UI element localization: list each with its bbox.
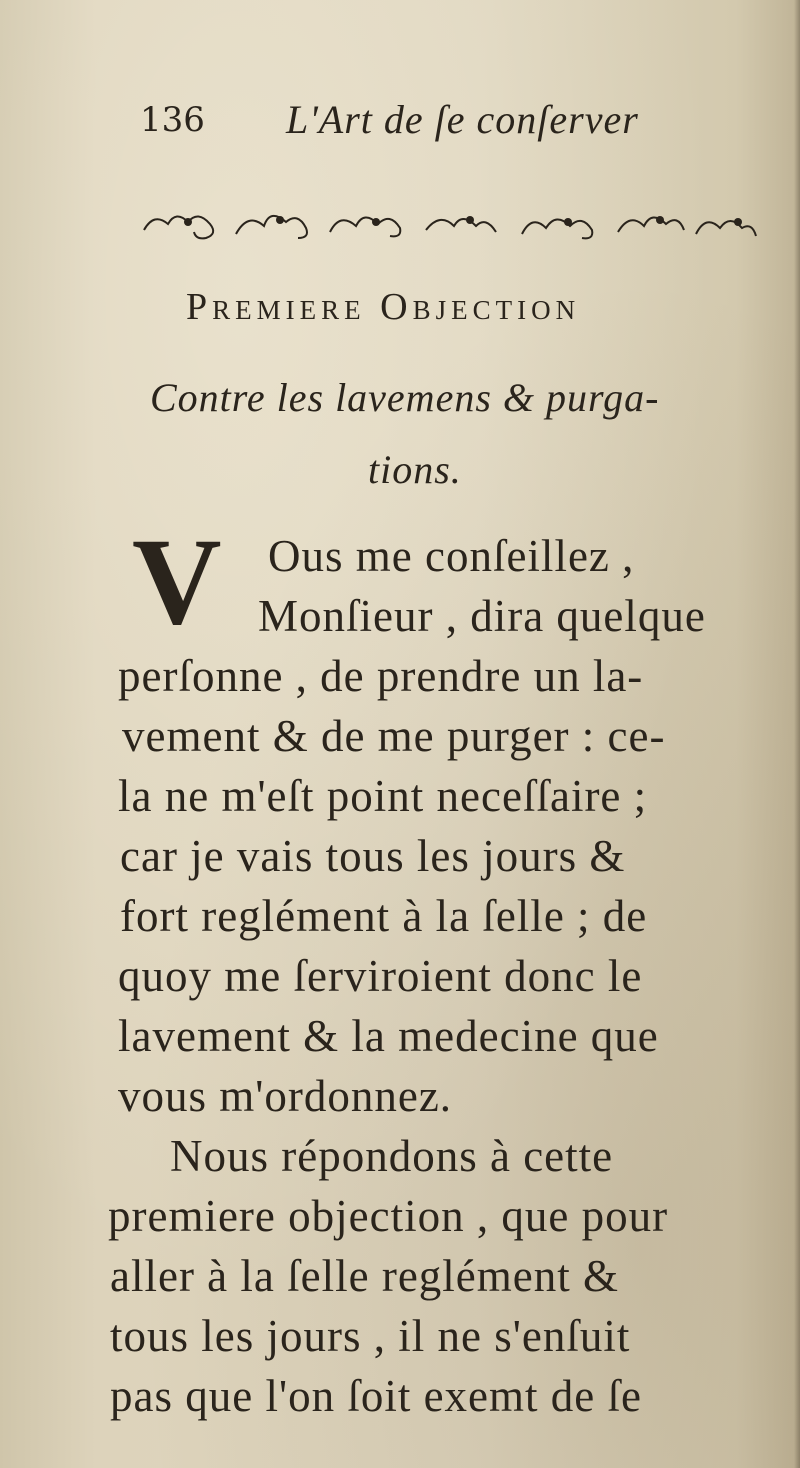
floral-ornament-icon	[140, 200, 762, 250]
drop-cap: V	[132, 513, 222, 650]
body-line: lavement & la medecine que	[118, 1011, 659, 1061]
section-heading: Premiere Objection	[186, 286, 581, 328]
body-line: vous m'ordonnez.	[118, 1071, 453, 1121]
body-line: fort reglément à la ſelle ; de	[120, 891, 648, 941]
body-line: aller à la ſelle reglément &	[110, 1251, 620, 1301]
section-subheading-line2: tions.	[368, 447, 462, 492]
body-line: Nous répondons à cette	[170, 1131, 614, 1181]
body-line: perſonne , de prendre un la-	[118, 651, 644, 701]
running-title: L'Art de ſe conſerver	[286, 97, 639, 142]
body-line: la ne m'eſt point neceſſaire ;	[118, 771, 648, 821]
body-line: quoy me ſerviroient donc le	[118, 951, 643, 1001]
body-line: premiere objection , que pour	[108, 1191, 669, 1241]
body-line: tous les jours , il ne s'enſuit	[110, 1311, 631, 1361]
body-line: pas que l'on ſoit exemt de ſe	[110, 1371, 642, 1421]
body-line: Monſieur , dira quelque	[258, 591, 706, 641]
body-line: car je vais tous les jours &	[120, 831, 626, 881]
page-header	[140, 92, 740, 152]
section-subheading-line1: Contre les lavemens & purga-	[150, 375, 660, 420]
page-number: 136	[140, 100, 205, 140]
page-edge-shadow	[794, 0, 800, 1468]
body-line: vement & de me purger : ce-	[122, 711, 666, 761]
body-line: Ous me conſeillez ,	[268, 531, 635, 581]
